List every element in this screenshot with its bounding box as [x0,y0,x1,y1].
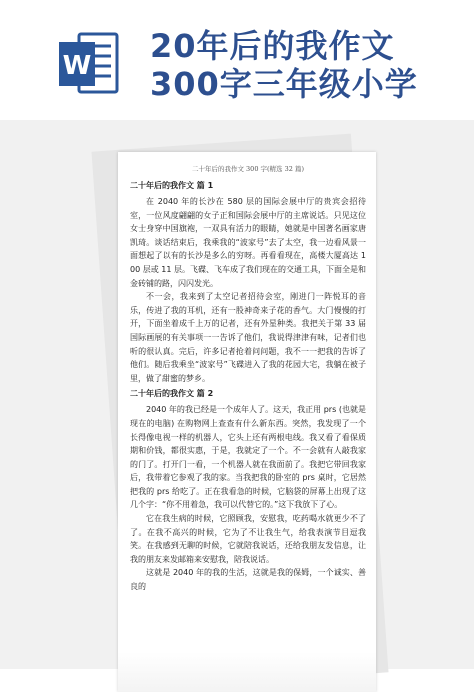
paragraph: 这就是 2040 年的我的生活，这就是我的保姆，一个诚实、善良的 [130,568,366,592]
word-document-icon [57,28,119,98]
document-subtitle: 二十年后的我作文 300 字(精选 32 篇) [191,165,304,173]
document-preview-area [0,120,474,669]
page-title-line2: 300字三年级小学 [150,65,418,103]
page-bottom-fade [118,652,376,692]
section-heading: 二十年后的我作文 篇 1 [130,181,214,190]
document-page[interactable] [118,152,376,692]
word-logo-letter: W [62,51,92,81]
paragraph: 2040 年的我已经是一个成年人了。这天，我正用 prs (也就是现在的电脑) 在购物网上查查有什么新东西。突然，我发现了一个长得像电视一样的机器人，它头上还有两根电线。我又看了看保质期和价钱，都很实惠，于是，我就定了一个。不一会就有人敲我家的门了。打开门一看，一个机器人就在我面前了。我把它带回我家后，我带着它参观了我的家。当我把我的卧室的 prs 桌时，它居然把我的 prs 给吃了。正在我看急的时候，它脑袋的屏幕上出现了这几个字：“你不用着急，我可以代替它的。”这下我放下了心。 [130,405,366,510]
paragraph: 不一会，我来到了太空记者招待会室，刚进门一阵悦耳的音乐，传进了我的耳机，还有一股神奇来子花的香气。大门慢慢的打开，下面坐着成千上万的记者，还有外星种类。我把关于第 33 届国际画展的有关事项一一告诉了他们，我说得津津有味，记者们也听的很认真。完后，许多记者抢着问问题，我不一一把我的告诉了他们。随后我乘坐“波家号”飞碟进入了我的花园大宅，我躺在被子里，做了甜蜜的梦乡。 [130,292,366,383]
paragraph: 它在我生病的时候，它照顾我，安慰我，吃药喝水就更少不了了。在我不高兴的时候，它为了不让我生气，给我表演节目逗我笑。在我感到无聊的时候，它就陪我说话，还给我朋友发信息，让我的朋友来发邮箱来安慰我，陪我说话。 [130,514,366,564]
section-heading: 二十年后的我作文 篇 2 [130,389,214,399]
page-header [0,0,474,120]
paragraph: 在 2040 年的长沙在 580 层的国际会展中厅的贵宾会招待室，一位风度翩翩的女子正和国际会展中厅的主席说话。只见这位女士身穿中国旗袍，一双具有活力的眼睛，她就是中国著名画家唐凯琦。谈话结束后，我乘我的“波家号”去了太空，我一边看风景一面想起了以有的长沙是多么的穷呀。再看看现在，高楼大厦高达 100 层或 11 层。飞碟、飞车成了我们现在的交通工具，下面全是和金砖铺的路，闪闪发光。 [130,197,366,288]
page-title-line1: 20年后的我作文 [150,27,395,65]
